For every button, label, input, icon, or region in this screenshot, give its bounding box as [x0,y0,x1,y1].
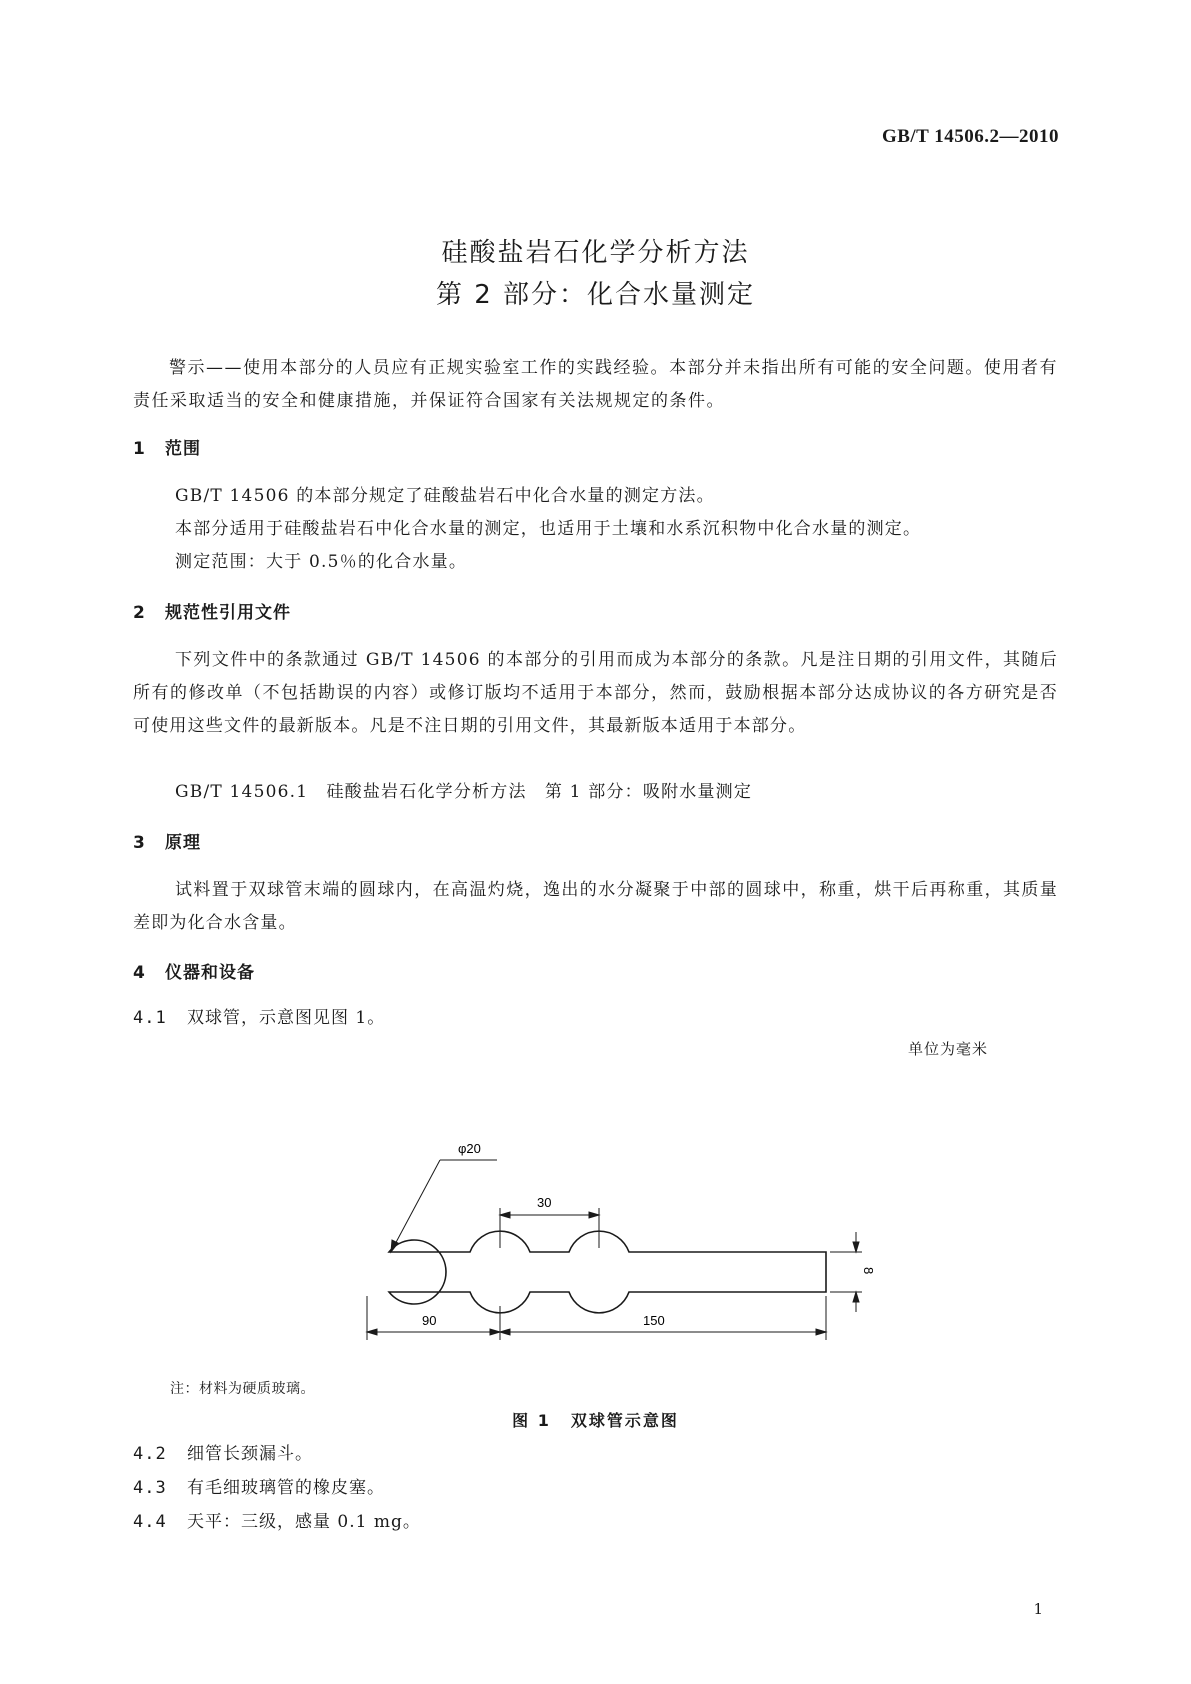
item-4-2-number: 4.2 [133,1444,167,1464]
item-4-3-text: 有毛细玻璃管的橡皮塞。 [187,1478,385,1498]
section-2-number: 2 [133,603,146,623]
section-3-title: 原理 [165,833,201,853]
section-2-title: 规范性引用文件 [165,603,291,623]
tube-outline [389,1231,826,1313]
section-3-paragraph: 试料置于双球管末端的圆球内，在高温灼烧，逸出的水分凝聚于中部的圆球中，称重，烘干后再称重，其质量差即为化合水含量。 [133,880,1058,933]
dimension-first-section: 90 [422,1313,437,1328]
document-title-line2: 第 2 部分：化合水量测定 [435,280,756,310]
dimension-bulb-diameter: φ20 [458,1141,481,1156]
dimension-tail-section: 150 [643,1313,665,1328]
dimension-tube-lines [830,1232,862,1312]
section-2-paragraph: 下列文件中的条款通过 GB/T 14506 的本部分的引用而成为本部分的条款。凡是注日期的引用文件，其随后所有的修改单（不包括勘误的内容）或修订版均不适用于本部分，然而，鼓励根据本部分达成协议的各方研究是否可使用这些文件的最新版本。凡是不注日期的引用文件，其最新版本适用于本部分。 [133,650,1058,736]
item-4-4-number: 4.4 [133,1512,167,1532]
section-3-number: 3 [133,833,146,853]
warning-paragraph: 警示——使用本部分的人员应有正规实验室工作的实践经验。本部分并未指出所有可能的安全问题。使用者有责任采取适当的安全和健康措施，并保证符合国家有关法规规定的条件。 [133,358,1058,411]
item-4-2 [133,1438,313,1471]
section-1-line-1: GB/T 14506 的本部分规定了硅酸盐岩石中化合水量的测定方法。 [175,486,715,506]
figure-note: 注：材料为硬质玻璃。 [170,1381,315,1397]
figure-caption-number: 图 1 [512,1411,551,1430]
dimension-tube-diameter: 8 [861,1267,876,1275]
item-4-3-number: 4.3 [133,1478,167,1498]
figure-caption-text: 双球管示意图 [570,1411,679,1430]
page-number: 1 [1033,1600,1043,1618]
section-1-line-2: 本部分适用于硅酸盐岩石中化合水量的测定，也适用于土壤和水系沉积物中化合水量的测定。 [175,519,922,539]
dimension-bulb-spacing: 30 [537,1195,552,1210]
document-title-line1: 硅酸盐岩石化学分析方法 [441,238,750,268]
item-4-1-number: 4.1 [133,1008,167,1028]
item-4-4-text: 天平：三级，感量 0.1 mg。 [187,1512,421,1532]
item-4-1-text: 双球管，示意图见图 1。 [187,1008,386,1028]
section-1-title: 范围 [165,439,201,459]
section-4-title: 仪器和设备 [165,963,255,983]
section-1-number: 1 [133,439,146,459]
standard-number: GB/T 14506.2—2010 [881,126,1059,147]
dimension-30-lines [500,1208,599,1248]
item-4-2-text: 细管长颈漏斗。 [187,1444,313,1464]
figure-caption [0,1408,1191,1431]
section-1-line-3: 测定范围：大于 0.5％的化合水量。 [175,552,468,572]
item-4-4 [133,1506,421,1539]
unit-label: 单位为毫米 [907,1040,988,1058]
section-2-reference: GB/T 14506.1 硅酸盐岩石化学分析方法 第 1 部分：吸附水量测定 [175,782,753,802]
item-4-3 [133,1472,385,1505]
section-4-number: 4 [133,963,146,983]
